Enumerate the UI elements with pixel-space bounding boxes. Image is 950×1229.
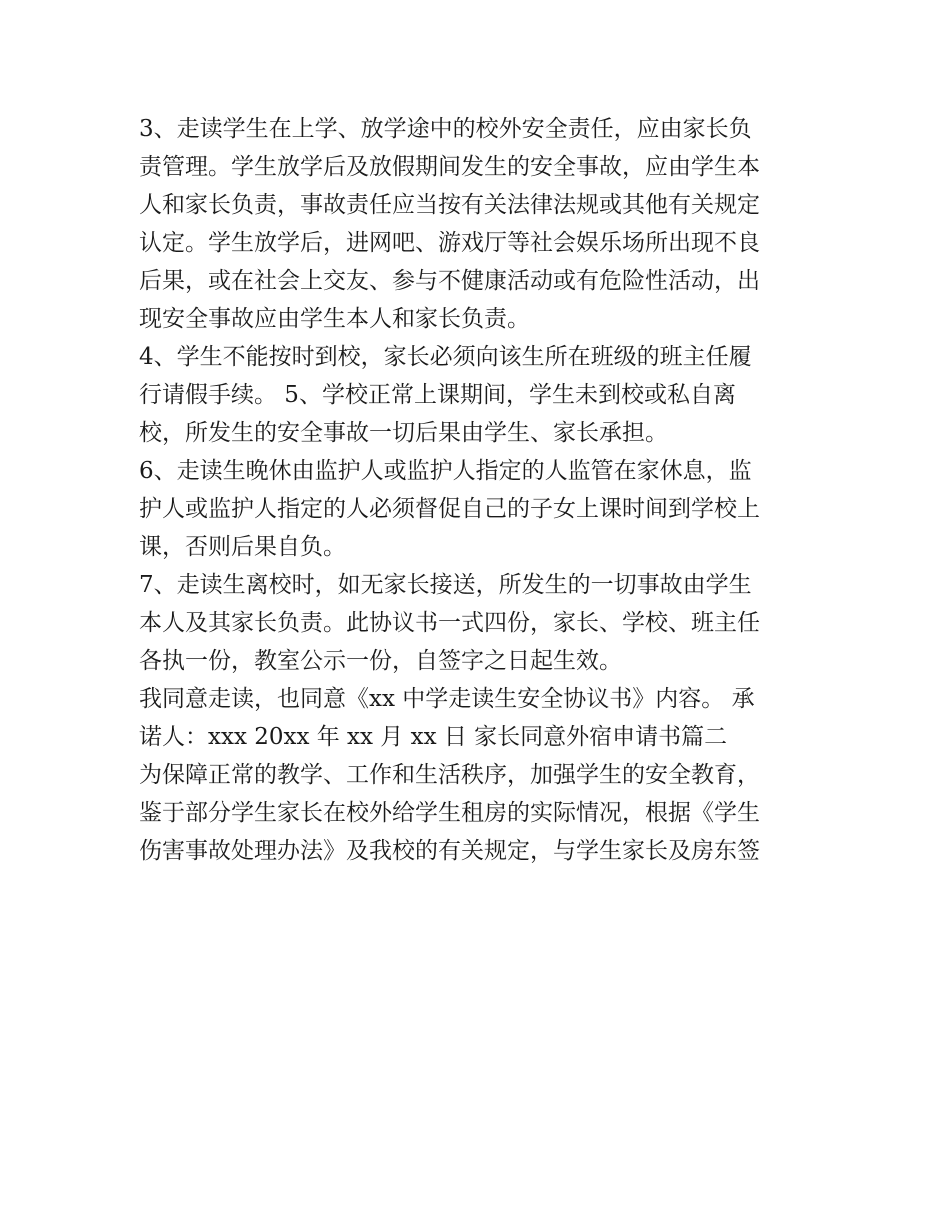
document-body: [139, 110, 839, 870]
text-line: 认定。学生放学后，进网吧、游戏厅等社会娱乐场所出现不良: [139, 230, 760, 256]
text-line: 3、走读学生在上学、放学途中的校外安全责任，应由家长负: [139, 116, 752, 142]
text-line: 为保障正常的教学、工作和生活秩序，加强学生的安全教育，: [139, 762, 760, 788]
text-line: 伤害事故处理办法》及我校的有关规定，与学生家长及房东签: [139, 838, 760, 864]
text-line: 护人或监护人指定的人必须督促自己的子女上课时间到学校上: [139, 496, 760, 522]
text-line: 我同意走读，也同意《xx 中学走读生安全协议书》内容。 承: [139, 686, 755, 712]
text-line: 校，所发生的安全事故一切后果由学生、家长承担。: [139, 420, 668, 446]
text-line: 各执一份，教室公示一份，自签字之日起生效。: [139, 648, 622, 674]
text-line: 责管理。学生放学后及放假期间发生的安全事故，应由学生本: [139, 154, 760, 180]
text-line: 现安全事故应由学生本人和家长负责。: [139, 306, 530, 332]
text-line: 本人及其家长负责。此协议书一式四份，家长、学校、班主任: [139, 610, 760, 636]
text-line: 鉴于部分学生家长在校外给学生租房的实际情况，根据《学生: [139, 800, 760, 826]
text-line: 后果，或在社会上交友、参与不健康活动或有危险性活动，出: [139, 268, 760, 294]
text-line: 7、走读生离校时，如无家长接送，所发生的一切事故由学生: [139, 572, 752, 598]
text-line: 人和家长负责，事故责任应当按有关法律法规或其他有关规定: [139, 192, 760, 218]
text-line: 6、走读生晚休由监护人或监护人指定的人监管在家休息，监: [139, 458, 752, 484]
text-line: 行请假手续。 5、学校正常上课期间，学生未到校或私自离: [139, 382, 736, 408]
text-line: 课，否则后果自负。: [139, 534, 346, 560]
text-line: 4、学生不能按时到校，家长必须向该生所在班级的班主任履: [139, 344, 752, 370]
text-line: 诺人：xxx 20xx 年 xx 月 xx 日 家长同意外宿申请书篇二: [139, 724, 728, 750]
